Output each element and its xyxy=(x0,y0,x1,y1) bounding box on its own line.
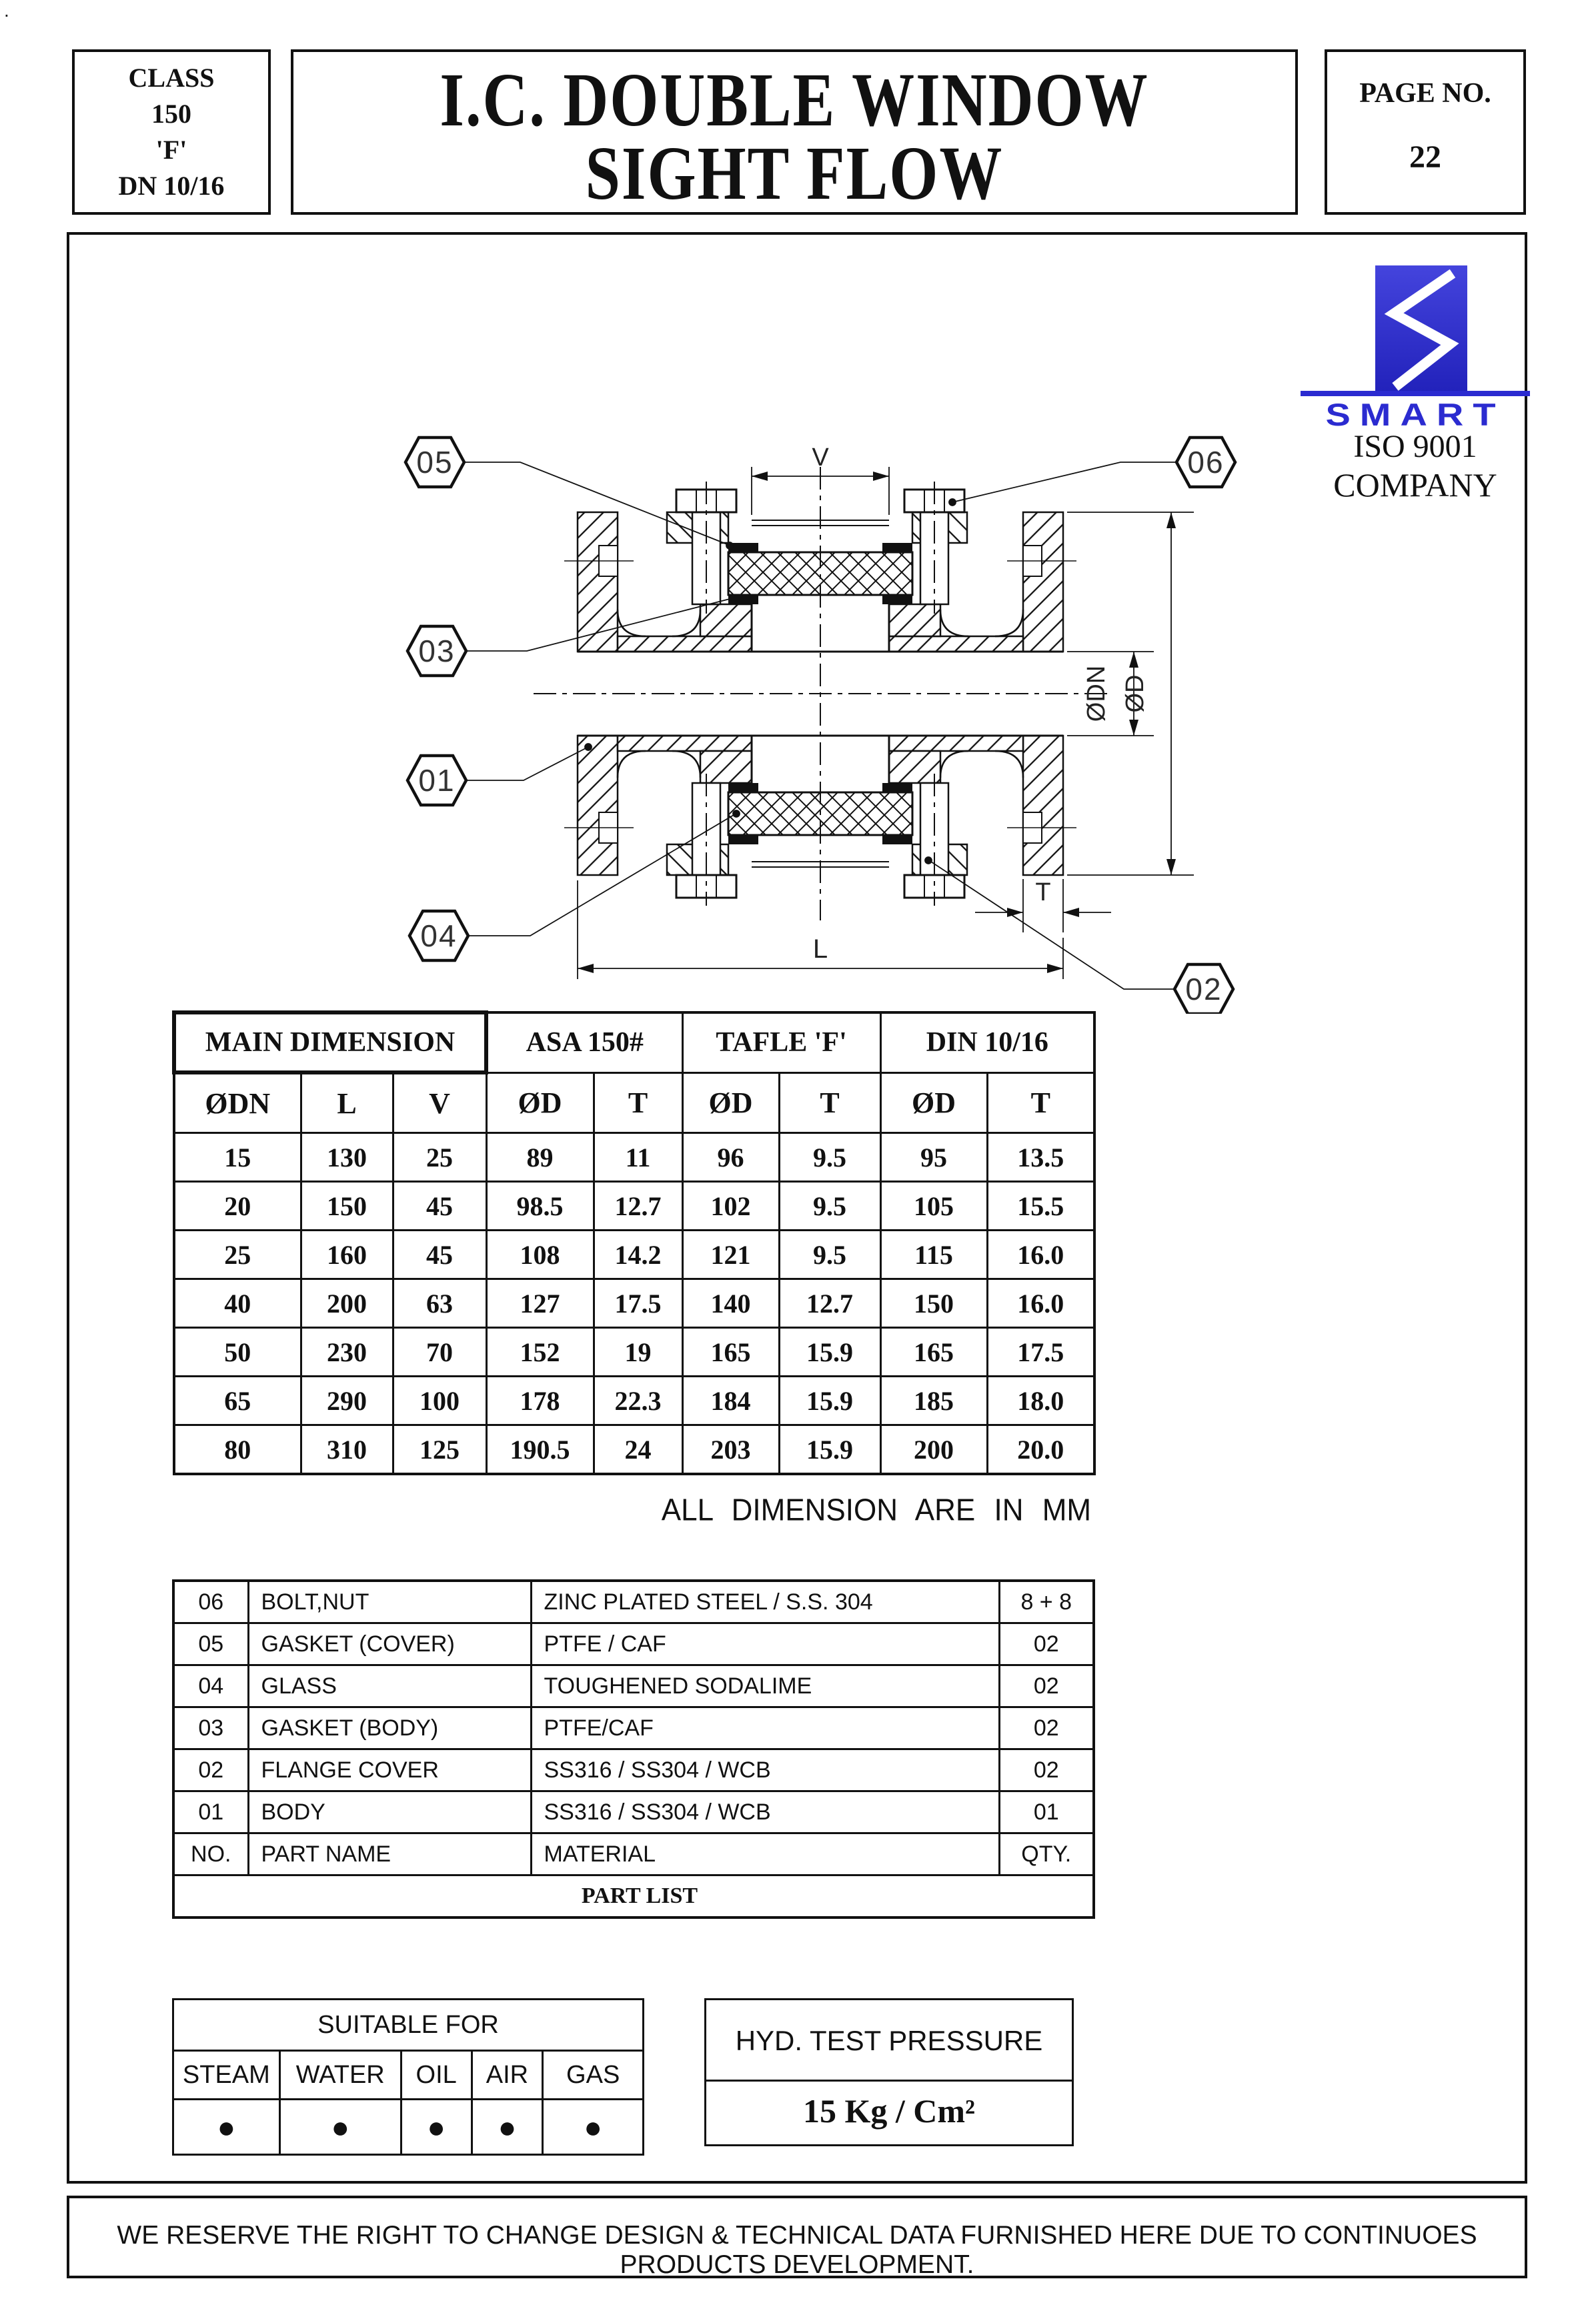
dot-icon: ● xyxy=(401,2100,472,2155)
group-header-asa: ASA 150# xyxy=(486,1012,682,1072)
dim-t-label: T xyxy=(1035,878,1051,906)
group-header-table-f: TAFLE 'F' xyxy=(682,1012,880,1072)
media-label-row xyxy=(173,2051,644,2100)
col-od-asa: ØD xyxy=(486,1072,594,1133)
dimension-table xyxy=(172,1010,1096,1475)
part-list-table xyxy=(172,1579,1095,1919)
dot-icon: ● xyxy=(543,2100,644,2155)
group-header-din: DIN 10/16 xyxy=(880,1012,1094,1072)
callout-04: 04 xyxy=(420,918,458,953)
class-rating: 150 xyxy=(151,99,191,129)
part-list-title-row xyxy=(173,1875,1094,1918)
table-row: 15 130 25 89 11 96 9.5 95 13.5 xyxy=(174,1133,1094,1182)
section-drawing xyxy=(387,414,1254,1014)
media-water: WATER xyxy=(279,2051,401,2100)
part-list-header-row: NO. PART NAME MATERIAL QTY. xyxy=(173,1833,1094,1875)
page-number-box xyxy=(1325,49,1526,215)
dot-icon: ● xyxy=(472,2100,543,2155)
dim-v-label: V xyxy=(812,444,829,472)
table-row: 25 160 45 108 14.2 121 9.5 115 16.0 xyxy=(174,1231,1094,1279)
part-row: 03 GASKET (BODY) PTFE/CAF 02 xyxy=(173,1707,1094,1749)
page-number-label: PAGE NO. xyxy=(1359,78,1491,109)
logo-rule xyxy=(1301,391,1530,396)
col-t-f: T xyxy=(779,1072,880,1133)
class-label: CLASS xyxy=(128,63,215,93)
table-row: 80 310 125 190.5 24 203 15.9 200 20.0 xyxy=(174,1425,1094,1475)
callout-01: 01 xyxy=(418,763,456,798)
page-number-value: 22 xyxy=(1409,139,1441,175)
group-header-main: MAIN DIMENSION xyxy=(174,1012,486,1072)
footer-box xyxy=(67,2196,1527,2278)
column-header-row xyxy=(174,1072,1094,1133)
class-spec-box xyxy=(72,49,271,215)
callout-05: 05 xyxy=(416,445,454,480)
corner-mark: . xyxy=(4,0,9,21)
dimension-note: ALL DIMENSION ARE IN MM xyxy=(661,1493,1091,1528)
table-row: 20 150 45 98.5 12.7 102 9.5 105 15.5 xyxy=(174,1182,1094,1231)
media-mark-row xyxy=(173,2100,644,2155)
dot-icon: ● xyxy=(173,2100,280,2155)
logo-brand-text: SMART xyxy=(1325,396,1505,433)
part-row: 01 BODY SS316 / SS304 / WCB 01 xyxy=(173,1791,1094,1833)
table-row: 65 290 100 178 22.3 184 15.9 185 18.0 xyxy=(174,1377,1094,1425)
part-row: 05 GASKET (COVER) PTFE / CAF 02 xyxy=(173,1623,1094,1665)
dot-icon: ● xyxy=(279,2100,401,2155)
dim-l xyxy=(578,880,1063,979)
part-row: 06 BOLT,NUT ZINC PLATED STEEL / S.S. 304 8 + 8 xyxy=(173,1581,1094,1623)
centerlines xyxy=(534,467,1107,920)
hyd-test-pressure-box xyxy=(704,1998,1074,2146)
callout-02: 02 xyxy=(1185,972,1223,1006)
page-title-line1: I.C. DOUBLE WINDOW xyxy=(440,57,1149,143)
dim-odn-label: ØDN xyxy=(1082,665,1110,722)
page-title-line2: SIGHT FLOW xyxy=(585,131,1004,216)
suitable-for-title: SUITABLE FOR xyxy=(173,2000,644,2051)
col-odn: ØDN xyxy=(174,1072,301,1133)
suitable-for-table xyxy=(172,1998,644,2156)
logo-iso-text: ISO 9001 xyxy=(1353,429,1477,464)
col-od-f: ØD xyxy=(682,1072,779,1133)
hyd-test-pressure-label: HYD. TEST PRESSURE xyxy=(706,2000,1072,2082)
logo-company-text: COMPANY xyxy=(1333,466,1497,504)
table-row: 50 230 70 152 19 165 15.9 165 17.5 xyxy=(174,1328,1094,1377)
class-dn: DN 10/16 xyxy=(118,171,225,201)
table-row: 40 200 63 127 17.5 140 12.7 150 16.0 xyxy=(174,1279,1094,1328)
class-series: 'F' xyxy=(155,135,187,165)
callout-06: 06 xyxy=(1187,445,1225,480)
smart-logo-icon xyxy=(1375,265,1467,392)
media-air: AIR xyxy=(472,2051,543,2100)
col-v: V xyxy=(393,1072,486,1133)
dim-l-label: L xyxy=(812,934,828,964)
dim-od-label: ØD xyxy=(1121,674,1149,713)
col-od-din: ØD xyxy=(880,1072,987,1133)
col-t-din: T xyxy=(987,1072,1094,1133)
footer-disclaimer: WE RESERVE THE RIGHT TO CHANGE DESIGN & TECHNICAL DATA FURNISHED HERE DUE TO CONTINUOES PRODUCTS DEVELOPMENT. xyxy=(117,2221,1477,2279)
col-t-asa: T xyxy=(594,1072,682,1133)
callout-03: 03 xyxy=(418,634,456,668)
part-row: 02 FLANGE COVER SS316 / SS304 / WCB 02 xyxy=(173,1749,1094,1791)
dim-t xyxy=(975,878,1111,932)
media-steam: STEAM xyxy=(173,2051,280,2100)
part-row: 04 GLASS TOUGHENED SODALIME 02 xyxy=(173,1665,1094,1707)
part-list-title: PART LIST xyxy=(173,1875,1094,1918)
media-gas: GAS xyxy=(543,2051,644,2100)
media-oil: OIL xyxy=(401,2051,472,2100)
title-box xyxy=(291,49,1298,215)
col-l: L xyxy=(301,1072,393,1133)
hyd-test-pressure-value: 15 Kg / Cm² xyxy=(802,2092,976,2130)
